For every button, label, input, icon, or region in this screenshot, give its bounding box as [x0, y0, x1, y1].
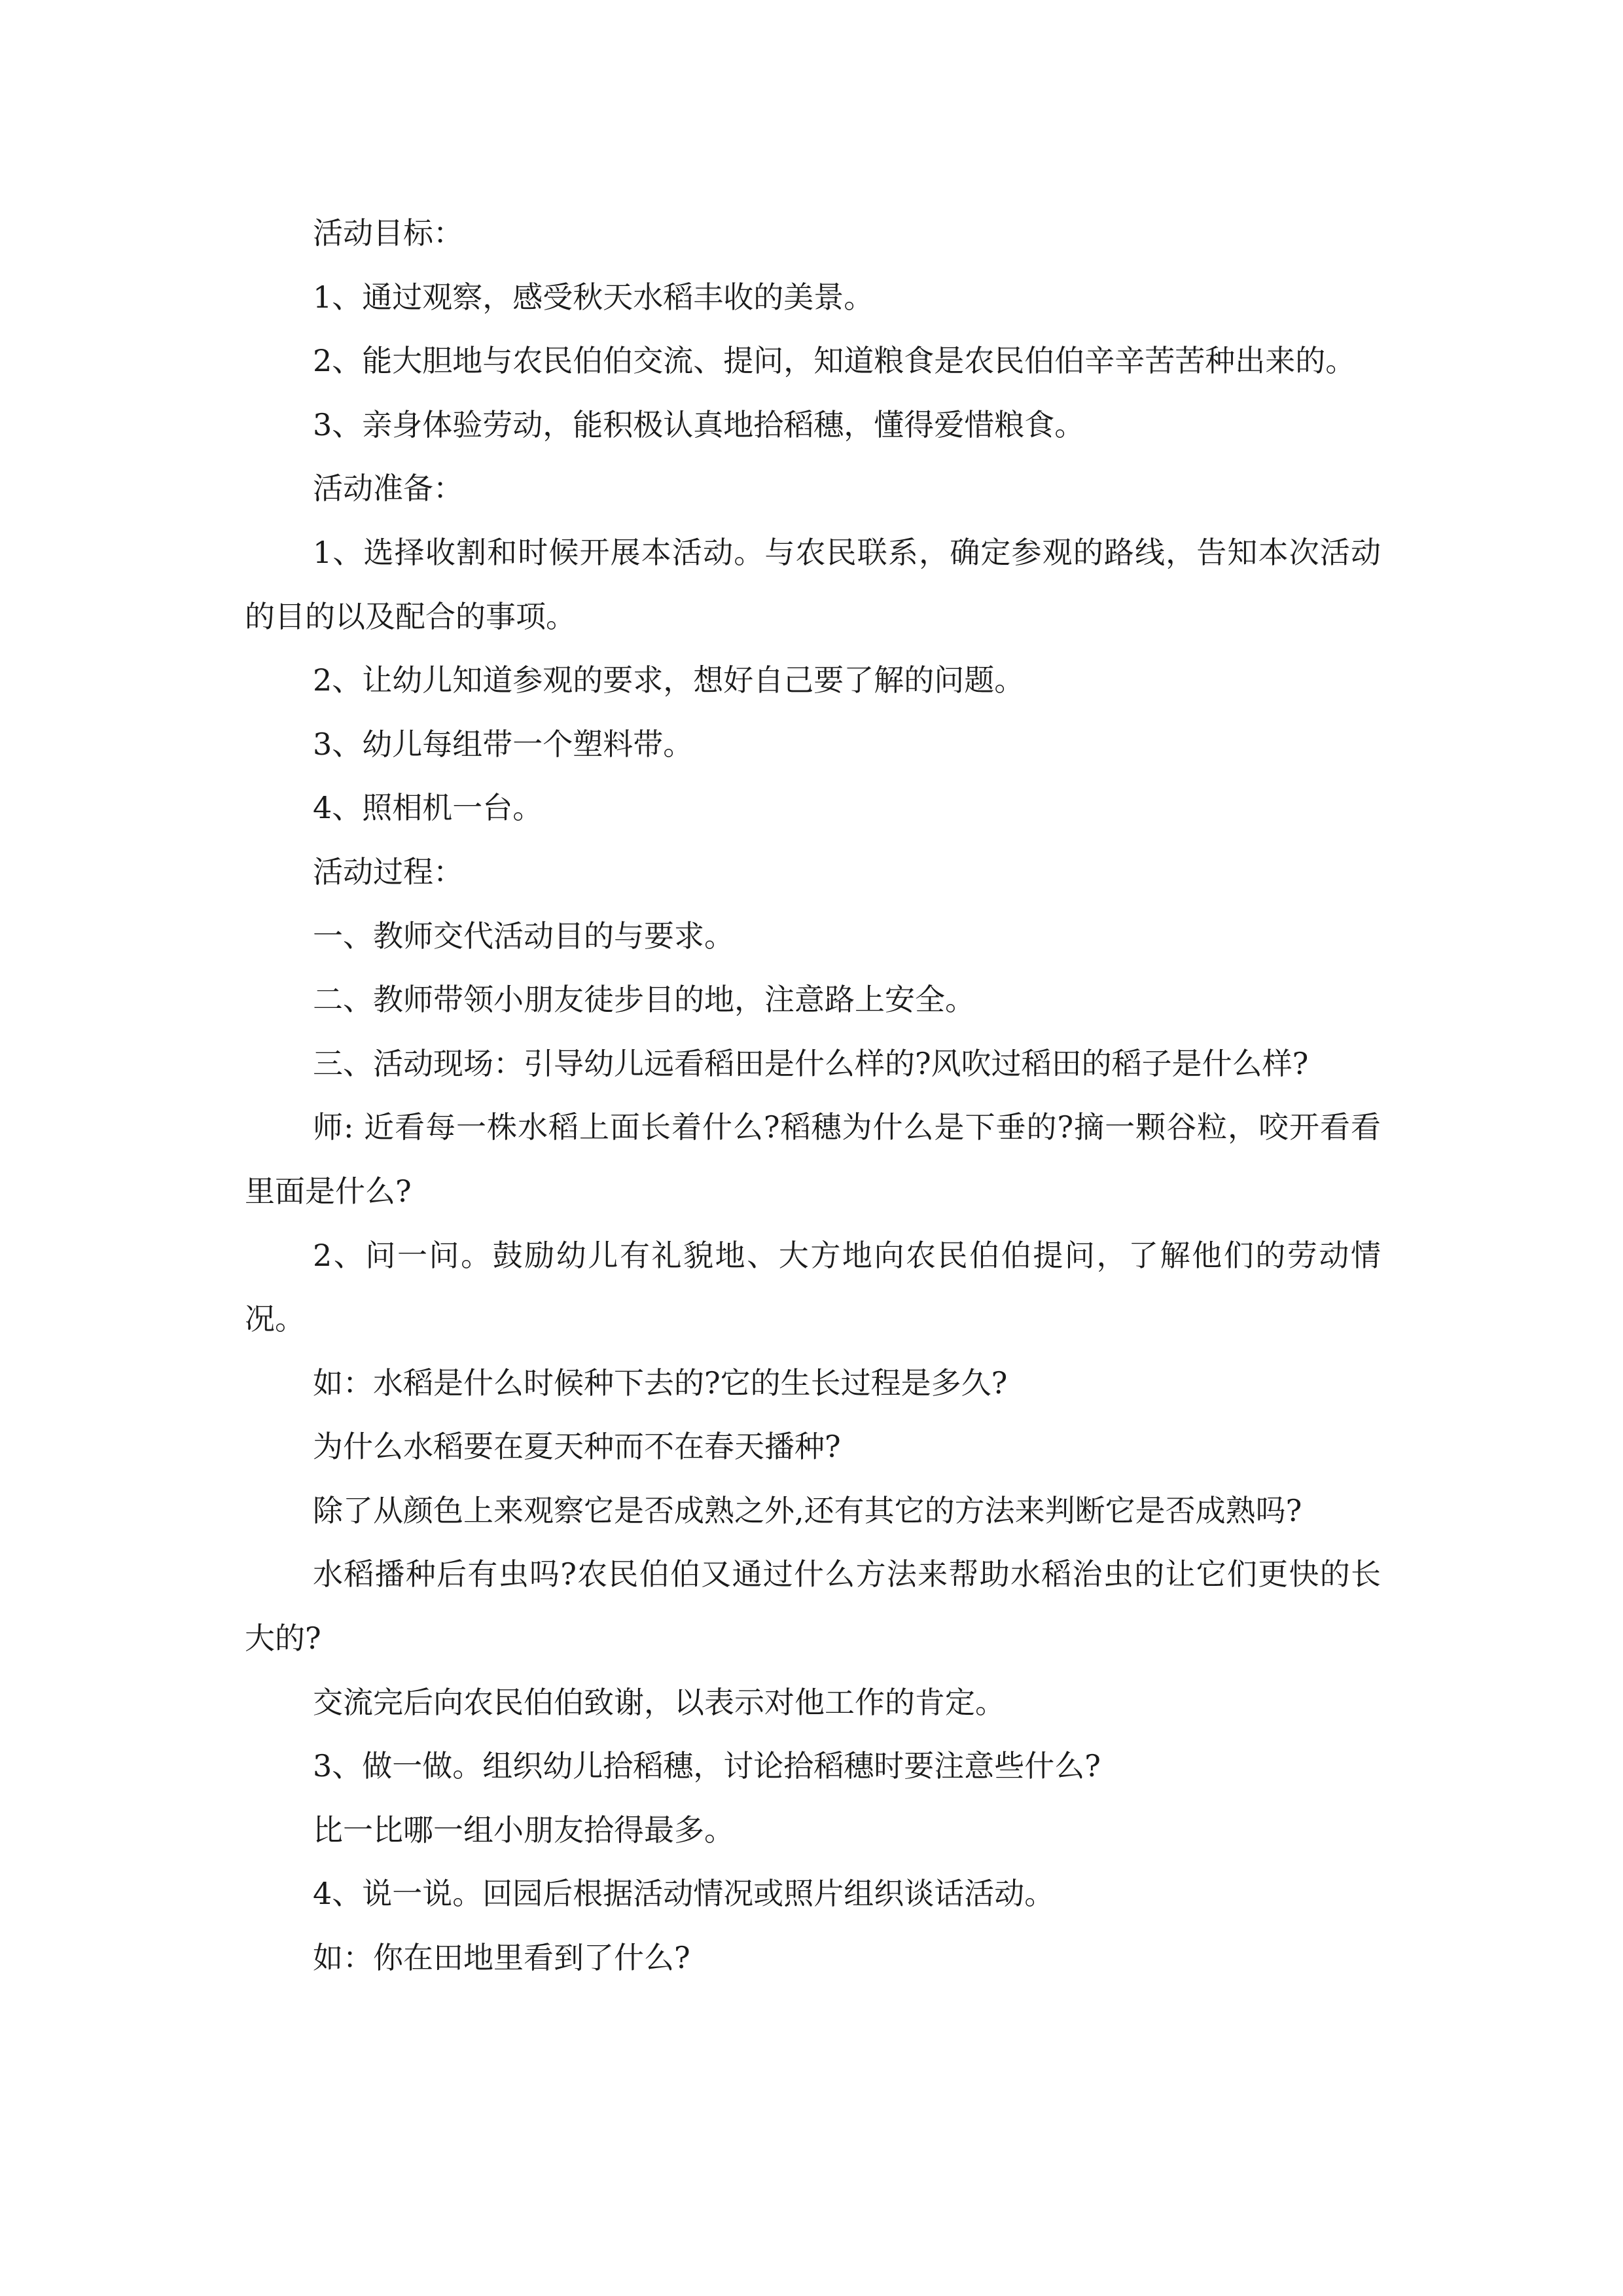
question-2: 为什么水稻要在夏天种而不在春天播种? [313, 1429, 841, 1465]
process-step-1: 一、教师交代活动目的与要求。 [313, 918, 734, 954]
document-body [245, 202, 1381, 1990]
process-do: 3、做一做。组织幼儿拾稻穗，讨论拾稻穗时要注意些什么? [313, 1748, 1101, 1784]
goal-item-1: 1、通过观察，感受秋天水稻丰收的美景。 [313, 279, 874, 315]
compare-note: 比一比哪一组小朋友拾得最多。 [313, 1812, 734, 1848]
goal-item-2: 2、能大胆地与农民伯伯交流、提问，知道粮食是农民伯伯辛辛苦苦种出来的。 [313, 343, 1356, 379]
process-ask: 2、问一问。鼓励幼儿有礼貌地、大方地向农民伯伯提问，了解他们的劳动情况。 [245, 1237, 1381, 1337]
question-3: 除了从颜色上来观察它是否成熟之外,还有其它的方法来判断它是否成熟吗? [313, 1492, 1302, 1528]
goal-item-3: 3、亲身体验劳动，能积极认真地拾稻穗，懂得爱惜粮食。 [313, 406, 1085, 442]
process-step-2: 二、教师带领小朋友徒步目的地，注意路上安全。 [313, 982, 975, 1018]
thanks-note: 交流完后向农民伯伯致谢，以表示对他工作的肯定。 [313, 1684, 1005, 1720]
prep-item-3: 3、幼儿每组带一个塑料带。 [313, 726, 694, 762]
heading-process: 活动过程： [313, 853, 463, 889]
prep-item-4: 4、照相机一台。 [313, 790, 543, 826]
question-4: 水稻播种后有虫吗?农民伯伯又通过什么方法来帮助水稻治虫的让它们更快的长大的? [245, 1556, 1381, 1657]
heading-goals: 活动目标： [313, 215, 463, 251]
question-1: 如：水稻是什么时候种下去的?它的生长过程是多久? [313, 1365, 1008, 1401]
heading-preparation: 活动准备： [313, 471, 463, 507]
process-teacher-question: 师: 近看每一株水稻上面长着什么?稻穗为什么是下垂的?摘一颗谷粒，咬开看看里面是什么? [245, 1109, 1381, 1209]
say-example: 如：你在田地里看到了什么? [313, 1940, 690, 1976]
prep-item-2: 2、让幼儿知道参观的要求，想好自己要了解的问题。 [313, 662, 1025, 698]
process-step-3: 三、活动现场：引导幼儿远看稻田是什么样的?风吹过稻田的稻子是什么样? [313, 1045, 1309, 1081]
process-say: 4、说一说。回园后根据活动情况或照片组织谈话活动。 [313, 1876, 1055, 1912]
prep-item-1: 1、选择收割和时候开展本活动。与农民联系，确定参观的路线，告知本次活动的目的以及配合的事项。 [245, 534, 1381, 634]
